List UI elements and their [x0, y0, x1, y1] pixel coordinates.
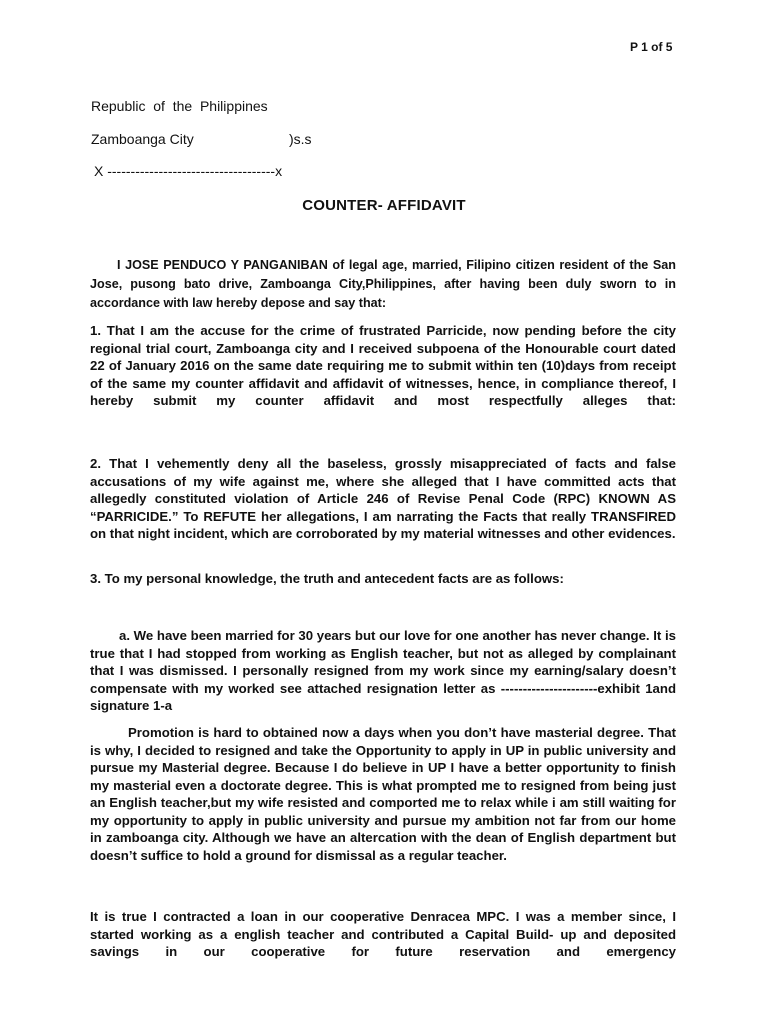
header-x-line: X ------------------------------------x — [94, 163, 283, 179]
page-number: P 1 of 5 — [630, 40, 673, 54]
header-city: Zamboanga City — [91, 131, 194, 147]
document-title: COUNTER- AFFIDAVIT — [302, 197, 466, 214]
paragraph-1: 1. That I am the accuse for the crime of frustrated Parricide, now pending before the city regional trial court, Zamboanga city and I received subpoena of the Honourable court dated 22 of January 2016 on the same date requiring me to submit within ten (10)days from receipt of the same my counter affidavit and affidavit of witnesses, hence, in compliance thereof, I hereby submit my counter affidavit and most respectfully alleges that: — [90, 323, 676, 408]
paragraph-b: Promotion is hard to obtained now a days when you don’t have masterial degree. That is why, I decided to resigned and take the Opportunity to apply in UP in public university and pursue my Masterial degree. Because I do believe in UP I have a better opportunity to finish my masterial even a doctorate degree. This is what prompted me to resigned from being just an English teacher,but my wife resisted and comported me to relax while i am still waiting for my opportunity to apply in public university and pursue my ambition not far from our home in zamboanga city. Although we have an altercation with the dean of English department but doesn’t suffice to hold a ground for dismissal as a regular teacher. — [90, 725, 676, 863]
paragraph-2: 2. That I vehemently deny all the baseless, grossly misappreciated of facts and false accusations of my wife against me, where she alleged that I have committed acts that allegedly constituted violation of Article 246 of Revise Penal Code (RPC) KNOWN AS “PARRICIDE.” To REFUTE her allegations, I am narrating the Facts that really TRANSFIRED on that night incident, which are corroborated by my material witnesses and other evidences. — [90, 456, 676, 541]
intro-paragraph: I JOSE PENDUCO Y PANGANIBAN of legal age, married, Filipino citizen resident of the San Jose, pusong bato drive, Zamboanga City,Philippines, after having been duly sworn to in accordance with law hereby depose and say that: — [90, 258, 676, 310]
paragraph-c: It is true I contracted a loan in our cooperative Denracea MPC. I was a member since, I started working as a english teacher and contributed a Capital Build- up and deposited savings in our cooperative for future reservation and emergency — [90, 909, 676, 959]
paragraph-3: 3. To my personal knowledge, the truth and antecedent facts are as follows: — [90, 571, 564, 586]
header-ss: )s.s — [289, 131, 312, 147]
header-republic: Republic of the Philippines — [91, 98, 268, 114]
paragraph-a: a. We have been married for 30 years but our love for one another has never change. It is true that I had stopped from working as English teacher, but not as alleged by complainant that I was dismissed. I personally resigned from my work since my earning/salary doesn’t compensate with my worked see attached resignation letter as ----------------------exhibit 1and signature 1-a — [90, 628, 676, 713]
